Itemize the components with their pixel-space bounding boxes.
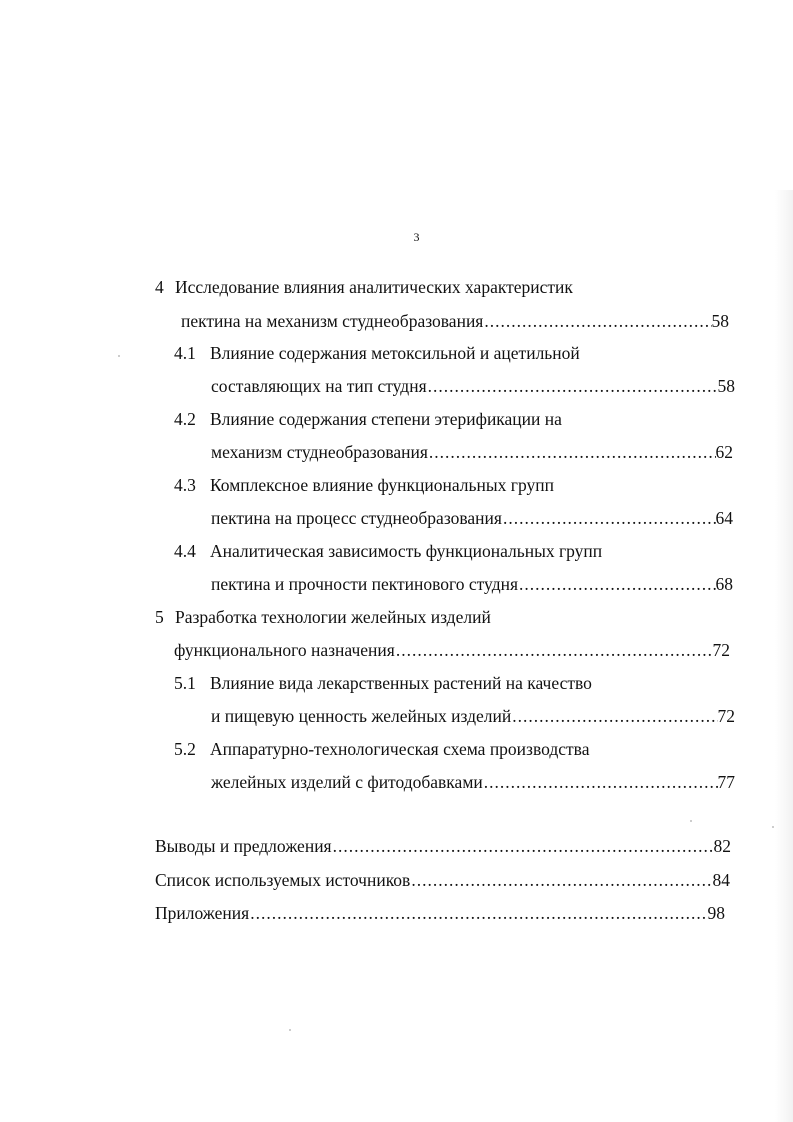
toc-page-number: 68 (715, 574, 733, 594)
toc-title: составляющих на тип студня (211, 376, 427, 396)
toc-entry-references[interactable] (155, 869, 730, 891)
page-edge-shadow (775, 190, 793, 1122)
toc-entry-appendices[interactable] (155, 902, 725, 924)
toc-title: Комплексное влияние функциональных групп (210, 475, 554, 495)
toc-title: Выводы и предложения (155, 836, 332, 856)
toc-page-number: 82 (713, 836, 731, 856)
toc-page-number: 64 (715, 508, 733, 528)
toc-title: Аппаратурно-технологическая схема производства (210, 739, 590, 759)
toc-dot-leader (503, 507, 716, 529)
toc-page-number: 77 (717, 772, 735, 792)
toc-title: желейных изделий с фитодобавками (211, 772, 483, 792)
toc-heading-section-5-2 (174, 738, 589, 760)
toc-dot-leader (250, 902, 707, 924)
toc-page-number: 72 (712, 640, 730, 660)
toc-dot-leader (411, 869, 712, 891)
toc-title: Аналитическая зависимость функциональных групп (210, 541, 603, 561)
toc-title: Влияние вида лекарственных растений на качество (210, 673, 592, 693)
toc-entry-chapter-5[interactable] (174, 639, 730, 661)
toc-page-number: 62 (715, 442, 733, 462)
toc-title: функционального назначения (174, 640, 395, 660)
toc-entry-chapter-4[interactable] (181, 310, 729, 332)
toc-dot-leader (428, 375, 718, 397)
scan-speck (289, 1029, 291, 1031)
toc-title: Приложения (155, 903, 250, 923)
toc-entry-section-4-2[interactable] (211, 441, 733, 463)
toc-entry-section-5-1[interactable] (211, 705, 735, 727)
toc-heading-section-5-1 (174, 672, 592, 694)
toc-dot-leader (333, 835, 714, 857)
toc-title: Разработка технологии желейных изделий (175, 607, 491, 627)
toc-number: 4.2 (174, 409, 196, 429)
toc-entry-section-5-2[interactable] (211, 771, 735, 793)
toc-title: и пищевую ценность желейных изделий (211, 706, 512, 726)
toc-number: 4 (155, 277, 164, 297)
toc-dot-leader (512, 705, 717, 727)
toc-number: 4.3 (174, 475, 196, 495)
toc-entry-section-4-4[interactable] (211, 573, 733, 595)
toc-heading-chapter-5 (155, 606, 491, 628)
toc-number: 4.4 (174, 541, 196, 561)
toc-entry-section-4-1[interactable] (211, 375, 735, 397)
toc-entry-section-4-3[interactable] (211, 507, 733, 529)
toc-title: Влияние содержания степени этерификации на (210, 409, 562, 429)
toc-dot-leader (484, 771, 718, 793)
toc-number: 5.2 (174, 739, 196, 759)
toc-heading-section-4-4 (174, 540, 602, 562)
toc-number: 5.1 (174, 673, 196, 693)
toc-page-number: 58 (717, 376, 735, 396)
toc-heading-section-4-3 (174, 474, 554, 496)
toc-heading-section-4-2 (174, 408, 562, 430)
toc-heading-chapter-4 (155, 276, 573, 298)
toc-page-number: 72 (717, 706, 735, 726)
toc-heading-section-4-1 (174, 342, 580, 364)
toc-entry-conclusions[interactable] (155, 835, 731, 857)
scan-speck (772, 826, 774, 828)
toc-page-number: 84 (712, 870, 730, 890)
toc-page-number: 58 (711, 311, 729, 331)
toc-page-number: 98 (707, 903, 725, 923)
scan-speck (690, 820, 692, 822)
toc-title: механизм студнеобразования (211, 442, 428, 462)
toc-title: пектина на механизм студнеобразования (181, 311, 484, 331)
toc-title: пектина и прочности пектинового студня (211, 574, 519, 594)
page-number: 3 (413, 230, 420, 244)
toc-number: 5 (155, 607, 164, 627)
scan-speck (118, 355, 120, 357)
toc-dot-leader (396, 639, 713, 661)
toc-dot-leader (484, 310, 711, 332)
toc-title: Список используемых источников (155, 870, 411, 890)
toc-dot-leader (429, 441, 716, 463)
toc-dot-leader (519, 573, 715, 595)
toc-title: Влияние содержания метоксильной и ацетильной (210, 343, 580, 363)
toc-title: Исследование влияния аналитических характеристик (175, 277, 573, 297)
toc-number: 4.1 (174, 343, 196, 363)
toc-title: пектина на процесс студнеобразования (211, 508, 502, 528)
